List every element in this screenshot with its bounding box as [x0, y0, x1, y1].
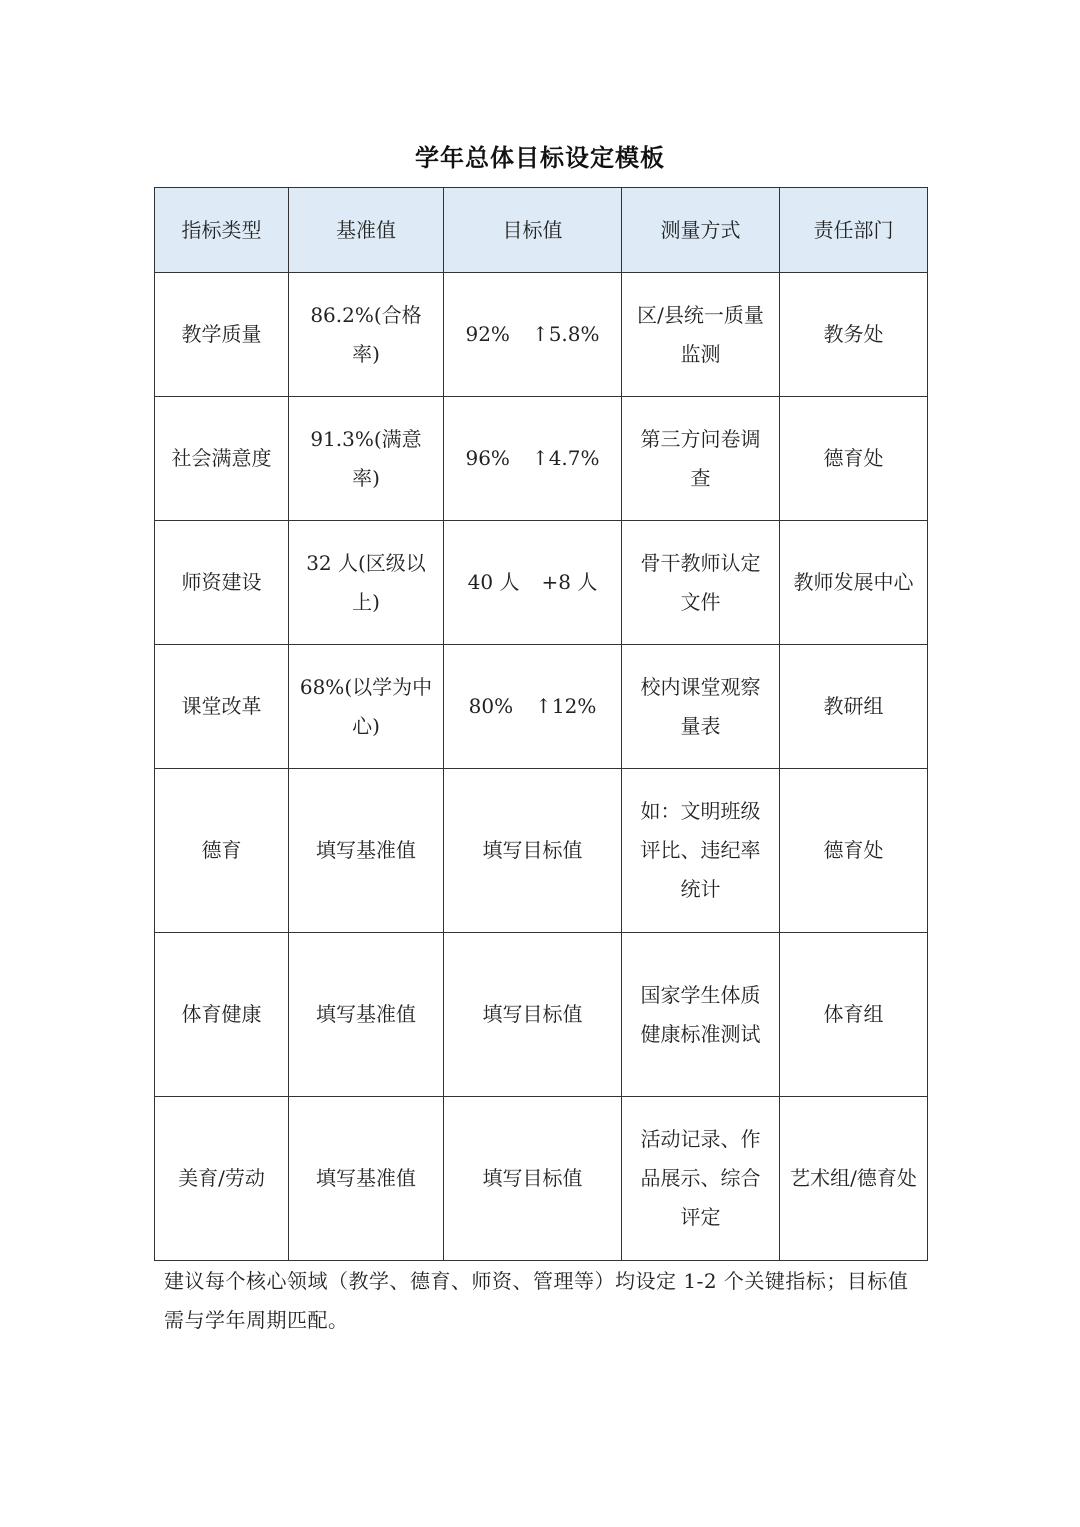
cell-baseline: 91.3%(满意率): [289, 397, 444, 521]
table-row: [155, 769, 928, 933]
target-change: ↑5.8%: [531, 322, 600, 346]
cell-type: 师资建设: [155, 521, 289, 645]
cell-department: 德育处: [780, 397, 928, 521]
cell-baseline: 86.2%(合格率): [289, 273, 444, 397]
cell-baseline: 68%(以学为中心): [289, 645, 444, 769]
cell-department: 艺术组/德育处: [780, 1097, 928, 1261]
table-row: [155, 397, 928, 521]
footnote: 建议每个核心领域（教学、德育、师资、管理等）均设定 1-2 个关键指标；目标值需与学年周期匹配。: [164, 1269, 909, 1332]
cell-target: 填写目标值: [444, 1097, 622, 1261]
cell-baseline: 32 人(区级以上): [289, 521, 444, 645]
cell-method: 活动记录、作品展示、综合评定: [622, 1097, 780, 1261]
header-baseline: 基准值: [289, 188, 444, 273]
table-row: [155, 521, 928, 645]
cell-method: 区/县统一质量监测: [622, 273, 780, 397]
cell-type: 体育健康: [155, 933, 289, 1097]
target-value: 96%: [465, 446, 510, 470]
cell-type: 教学质量: [155, 273, 289, 397]
cell-method: 国家学生体质健康标准测试: [622, 933, 780, 1097]
header-indicator-type: 指标类型: [155, 188, 289, 273]
cell-type: 课堂改革: [155, 645, 289, 769]
cell-target: 填写目标值: [444, 769, 622, 933]
target-change: ↑4.7%: [531, 446, 600, 470]
cell-method: 第三方问卷调查: [622, 397, 780, 521]
cell-baseline: 填写基准值: [289, 933, 444, 1097]
goal-table: [154, 187, 928, 1261]
cell-target: 填写目标值: [444, 933, 622, 1097]
table-row: [155, 273, 928, 397]
target-value: 80%: [468, 694, 514, 718]
table-row: [155, 1097, 928, 1261]
target-value: 40 人: [467, 570, 520, 594]
cell-method: 骨干教师认定文件: [622, 521, 780, 645]
cell-target: [444, 273, 622, 397]
cell-department: 教师发展中心: [780, 521, 928, 645]
cell-department: 体育组: [780, 933, 928, 1097]
cell-type: 美育/劳动: [155, 1097, 289, 1261]
cell-department: 德育处: [780, 769, 928, 933]
cell-type: 社会满意度: [155, 397, 289, 521]
cell-method: 校内课堂观察量表: [622, 645, 780, 769]
table-header-row: [155, 188, 928, 273]
cell-target: [444, 397, 622, 521]
header-method: 测量方式: [622, 188, 780, 273]
table-row: [155, 645, 928, 769]
cell-target: [444, 521, 622, 645]
target-change: +8 人: [541, 570, 598, 594]
page-title: 学年总体目标设定模板: [415, 144, 665, 172]
table-row: [155, 933, 928, 1097]
header-department: 责任部门: [780, 188, 928, 273]
cell-method: 如：文明班级评比、违纪率统计: [622, 769, 780, 933]
header-target: 目标值: [444, 188, 622, 273]
cell-target: [444, 645, 622, 769]
target-value: 92%: [465, 322, 510, 346]
cell-baseline: 填写基准值: [289, 1097, 444, 1261]
cell-type: 德育: [155, 769, 289, 933]
cell-department: 教研组: [780, 645, 928, 769]
cell-baseline: 填写基准值: [289, 769, 444, 933]
cell-department: 教务处: [780, 273, 928, 397]
target-change: ↑12%: [535, 694, 597, 718]
